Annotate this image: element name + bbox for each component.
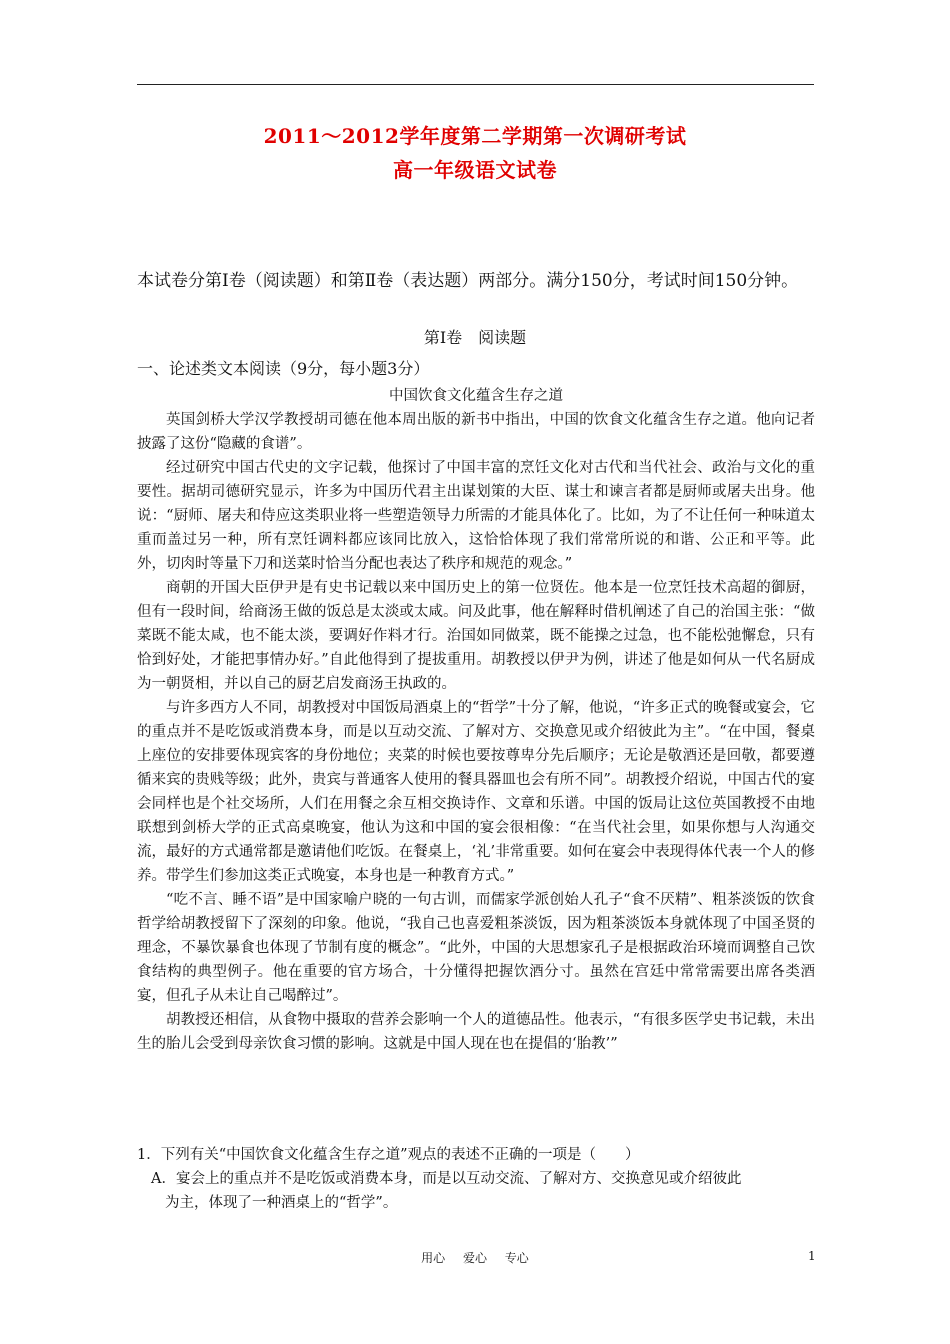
article-paragraph: 经过研究中国古代史的文字记载，他探讨了中国丰富的烹饪文化对古代和当代社会、政治与文化的重要性。据胡司德研究显示，许多为中国历代君主出谋划策的大臣、谋士和谏言者都是厨师或屠夫出身。他说：“厨师、屠夫和侍应这类职业将一些塑造领导力所需的才能具体化了。比如，为了不让任何一种味道太重而盖过另一种，所有烹饪调料都应该同比放入，这恰恰体现了我们常常所说的和谐、公正和平等。此外，切肉时等量下刀和送菜时恰当分配也表达了秩序和规范的观念。” (137, 460, 815, 572)
header-rule (137, 84, 814, 85)
article-paragraph: “吃不言、睡不语”是中国家喻户晓的一句古训，而儒家学派创始人孔子“食不厌精”、粗茶淡饭的饮食哲学给胡教授留下了深刻的印象。他说，“我自己也喜爱粗茶淡饭，因为粗茶淡饭本身就体现了中国圣贤的理念，不暴饮暴食也体现了节制有度的概念”。“此外，中国的大思想家孔子是根据政治环境而调整自己饮食结构的典型例子。他在重要的官方场合，十分懂得把握饮酒分寸。虽然在宫廷中常常需要出席各类酒宴，但孔子从未让自己喝醉过”。 (137, 892, 815, 1004)
article (137, 384, 815, 1056)
article-paragraph: 胡教授还相信，从食物中摄取的营养会影响一个人的道德品性。他表示，“有很多医学史书记载，未出生的胎儿会受到母亲饮食习惯的影响。这就是中国人现在也在提倡的‘胎教’” (137, 1012, 815, 1052)
section-title: 第Ⅰ卷 阅读题 (423, 328, 527, 347)
question-1-option-a (137, 1167, 815, 1215)
article-paragraph: 与许多西方人不同，胡教授对中国饭局酒桌上的“哲学”十分了解，他说，“许多正式的晚餐或宴会，它的重点并不是吃饭或消费本身，而是以互动交流、了解对方、交换意见或介绍彼此为主”。“在中国，餐桌上座位的安排要体现宾客的身份地位；夹菜的时候也要按尊卑分先后顺序；无论是敬酒还是回敬，都要遵循来宾的贵贱等级；此外，贵宾与普通客人使用的餐具器皿也会有所不同”。胡教授介绍说，中国古代的宴会同样也是个社交场所，人们在用餐之余互相交换诗作、文章和乐谱。中国的饭局让这位英国教授不由地联想到剑桥大学的正式高桌晚宴，他认为这和中国的宴会很相像：“在当代社会里，如果你想与人沟通交流，最好的方式通常都是邀请他们吃饭。在餐桌上，‘礼’非常重要。如何在宴会中表现得体代表一个人的修养。带学生们参加这类正式晚宴，本身也是一种教育方式。” (137, 700, 815, 884)
question-1-stem: 1．下列有关“中国饮食文化蕴含生存之道”观点的表述不正确的一项是（ ） (137, 1147, 640, 1163)
question-1 (137, 1143, 815, 1215)
question-group-heading: 一、论述类文本阅读（9分，每小题3分） (137, 359, 430, 378)
article-paragraph: 英国剑桥大学汉学教授胡司德在他本周出版的新书中指出，中国的饮食文化蕴含生存之道。他向记者披露了这份“隐藏的食谱”。 (137, 412, 815, 452)
option-a-line1: A．宴会上的重点并不是吃饭或消费本身，而是以互动交流、了解对方、交换意见或介绍彼此 (151, 1171, 742, 1187)
page-footer (0, 1249, 950, 1269)
page-number: 1 (808, 1249, 816, 1263)
option-a-line2: 为主，体现了一种酒桌上的“哲学”。 (165, 1195, 398, 1211)
article-paragraph: 商朝的开国大臣伊尹是有史书记载以来中国历史上的第一位贤佐。他本是一位烹饪技术高超的御厨，但有一段时间，给商汤王做的饭总是太淡或太咸。问及此事，他在解释时借机阐述了自己的治国主张：“做菜既不能太咸，也不能太淡，要调好作料才行。治国如同做菜，既不能操之过急，也不能松弛懈怠，只有恰到好处，才能把事情办好。”自此他得到了提拔重用。胡教授以伊尹为例，讲述了他是如何从一代名厨成为一朝贤相，并以自己的厨艺启发商汤王执政的。 (137, 580, 815, 692)
article-title: 中国饮食文化蕴含生存之道 (389, 388, 563, 404)
exam-title: 2011～2012学年度第二学期第一次调研考试 (263, 124, 687, 148)
footer-motto: 用心 爱心 专心 (421, 1251, 529, 1265)
exam-subtitle: 高一年级语文试卷 (393, 158, 557, 182)
exam-intro: 本试卷分第Ⅰ卷（阅读题）和第Ⅱ卷（表达题）两部分。满分150分，考试时间150分钟。 (137, 271, 799, 291)
